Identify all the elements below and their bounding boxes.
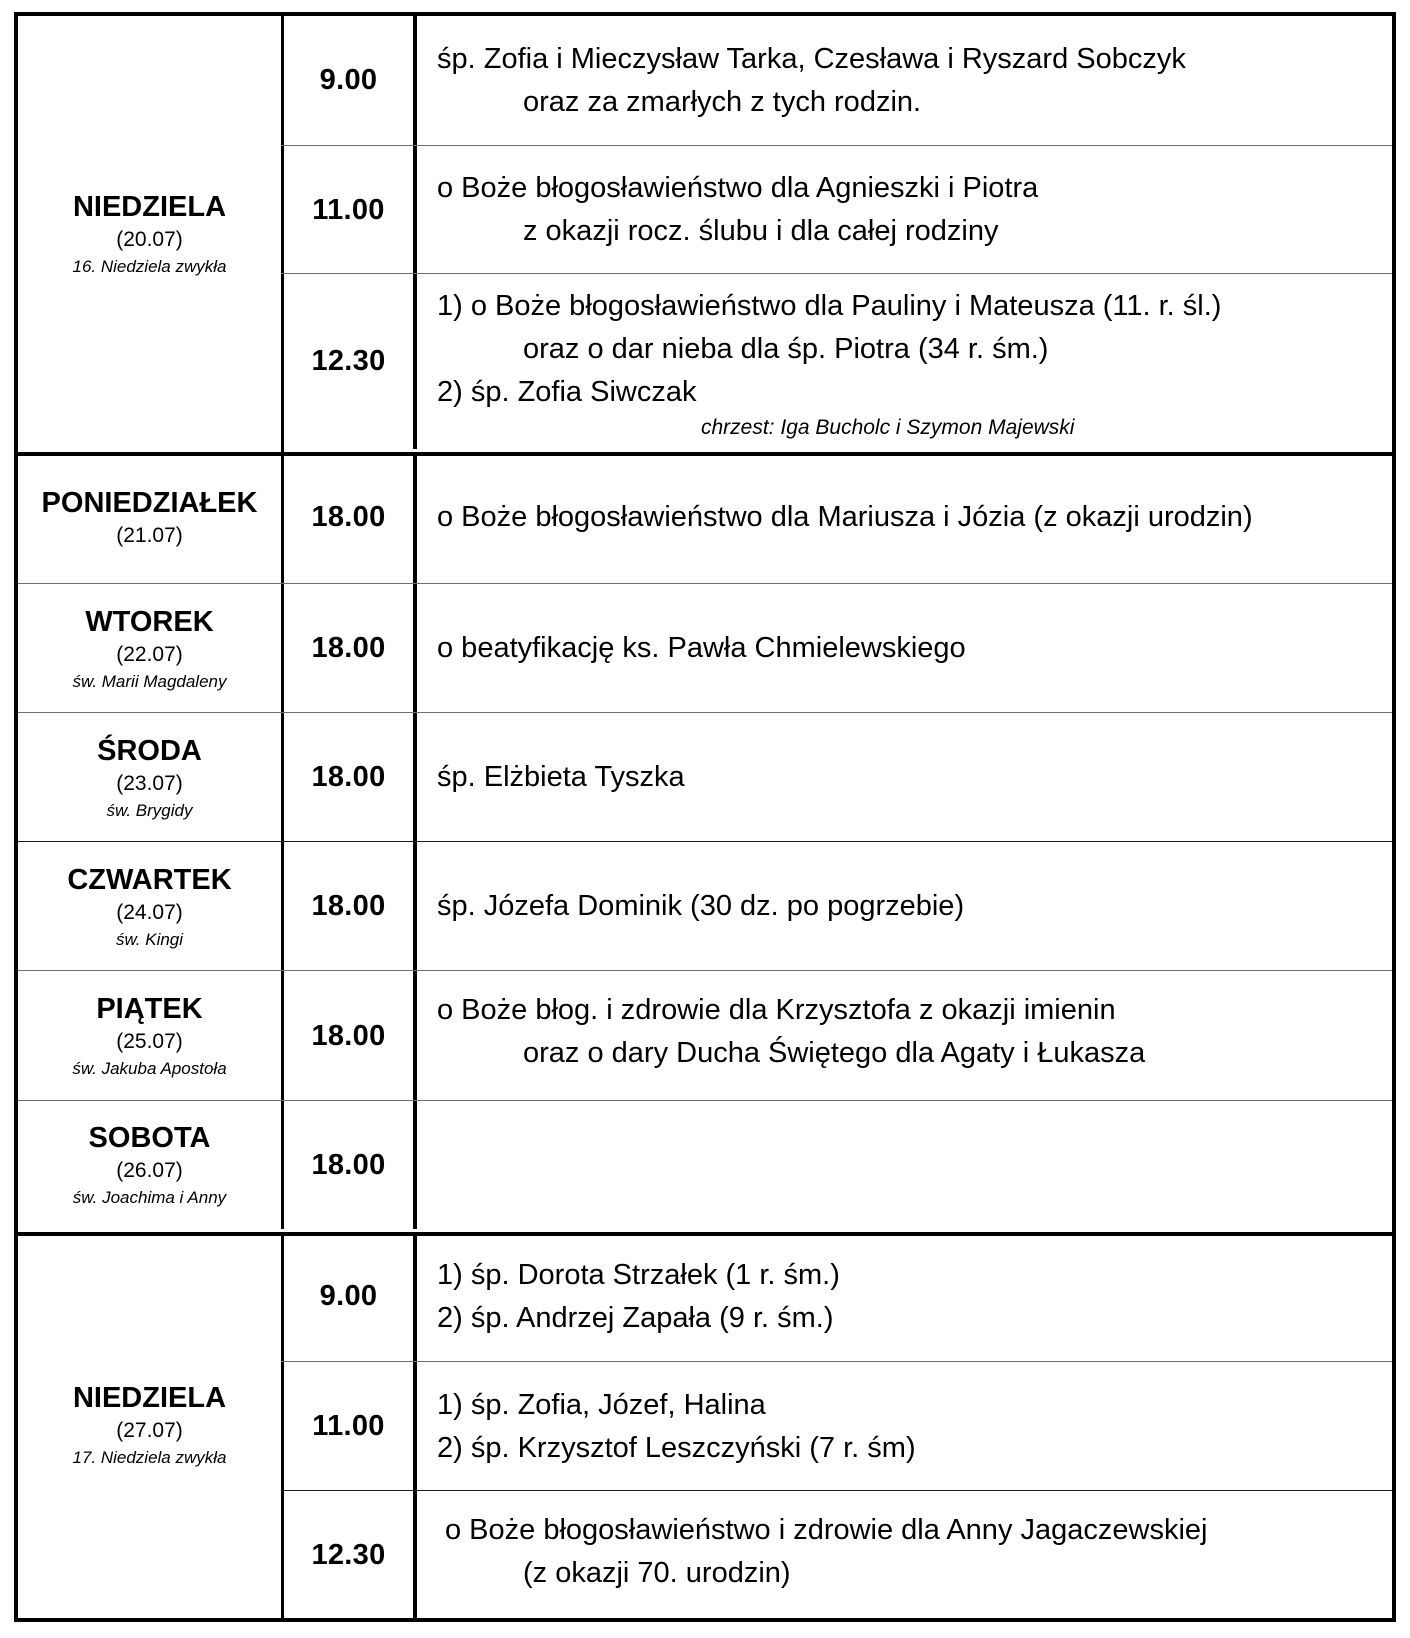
weekday-row-friday xyxy=(18,970,1392,1101)
day-date: (24.07) xyxy=(116,900,183,924)
sunday-20-group xyxy=(18,16,1392,456)
day-date: (26.07) xyxy=(116,1159,183,1182)
sunday-27-group xyxy=(18,1232,1392,1618)
mass-intentions-table xyxy=(14,12,1396,1622)
intention-line: 1) o Boże błogosławieństwo dla Pauliny i Mateusza (11. r. śl.) xyxy=(437,290,1222,322)
intention-line: oraz o dar nieba dla śp. Piotra (34 r. śm.) xyxy=(523,333,1049,365)
intention-line: o Boże błogosławieństwo i zdrowie dla Anny Jagaczewskiej xyxy=(445,1514,1208,1546)
day-cell xyxy=(18,584,284,713)
day-name: ŚRODA xyxy=(97,734,202,767)
day-cell-sunday-20 xyxy=(18,16,284,452)
intention-line: 2) śp. Krzysztof Leszczyński (7 r. śm) xyxy=(437,1431,916,1464)
day-feast: 16. Niedziela zwykła xyxy=(72,257,227,276)
day-name: PIĄTEK xyxy=(96,993,203,1025)
intention-line: (z okazji 70. urodzin) xyxy=(523,1557,791,1589)
day-date: (23.07) xyxy=(116,771,183,795)
day-cell xyxy=(18,713,284,842)
mass-intention xyxy=(417,1491,1392,1619)
day-cell-sunday-27 xyxy=(18,1232,284,1618)
day-feast: św. Marii Magdaleny xyxy=(72,671,227,691)
day-cell xyxy=(18,842,284,971)
weekdays-group xyxy=(18,452,1392,1236)
day-feast: św. Jakuba Apostoła xyxy=(72,1059,227,1078)
day-name: CZWARTEK xyxy=(67,863,232,896)
mass-time: 11.00 xyxy=(284,1362,417,1491)
day-cell xyxy=(18,971,284,1101)
mass-time: 11.00 xyxy=(284,146,417,274)
day-name: NIEDZIELA xyxy=(72,1382,227,1414)
intention-line: śp. Elżbieta Tyszka xyxy=(437,761,685,793)
mass-row xyxy=(281,1361,1392,1491)
intention-line: śp. Zofia i Mieczysław Tarka, Czesława i Ryszard Sobczyk xyxy=(437,42,1186,75)
intention-line: oraz o dary Ducha Świętego dla Agaty i Łukasza xyxy=(523,1037,1146,1069)
mass-time: 12.30 xyxy=(284,1491,417,1619)
day-feast: św. Kingi xyxy=(115,929,184,949)
mass-row xyxy=(281,16,1392,145)
mass-intention xyxy=(417,971,1392,1101)
baptism-note: chrzest: Iga Bucholc i Szymon Majewski xyxy=(701,416,1075,439)
mass-time: 12.30 xyxy=(284,274,417,449)
day-feast: św. Joachima i Anny xyxy=(72,1188,227,1207)
mass-intention xyxy=(417,584,1392,713)
intention-line: o Boże błogosławieństwo dla Mariusza i Józia (z okazji urodzin) xyxy=(437,501,1253,533)
day-date: (27.07) xyxy=(116,1419,183,1442)
mass-row xyxy=(281,145,1392,274)
mass-intention xyxy=(417,274,1392,449)
intention-line: o Boże błog. i zdrowie dla Krzysztofa z okazji imienin xyxy=(437,994,1116,1026)
mass-row xyxy=(281,1232,1392,1361)
intention-line: o beatyfikację ks. Pawła Chmielewskiego xyxy=(437,632,966,664)
day-date: (20.07) xyxy=(116,228,183,251)
mass-time: 18.00 xyxy=(284,452,417,583)
day-date: (22.07) xyxy=(116,642,183,666)
mass-time: 18.00 xyxy=(284,971,417,1101)
day-date: (21.07) xyxy=(116,523,183,547)
weekday-row-wednesday xyxy=(18,712,1392,842)
intention-line: o Boże błogosławieństwo dla Agnieszki i Piotra xyxy=(437,172,1039,204)
mass-intention-empty xyxy=(417,1101,1392,1229)
day-name: PONIEDZIAŁEK xyxy=(41,486,258,519)
mass-intention xyxy=(417,1232,1392,1361)
weekday-row-tuesday xyxy=(18,583,1392,713)
day-feast: św. Brygidy xyxy=(106,800,193,820)
intention-line: oraz za zmarłych z tych rodzin. xyxy=(523,85,922,118)
mass-intention xyxy=(417,146,1392,274)
intention-line: śp. Józefa Dominik (30 dz. po pogrzebie) xyxy=(437,890,965,922)
intention-line: 1) śp. Dorota Strzałek (1 r. śm.) xyxy=(437,1258,840,1291)
weekday-row-saturday xyxy=(18,1100,1392,1229)
day-name: SOBOTA xyxy=(88,1122,211,1154)
day-date: (25.07) xyxy=(116,1030,183,1053)
mass-intention xyxy=(417,842,1392,971)
mass-time: 18.00 xyxy=(284,842,417,971)
day-name: WTOREK xyxy=(85,605,214,638)
mass-time: 18.00 xyxy=(284,1101,417,1229)
weekday-row-thursday xyxy=(18,841,1392,971)
mass-time: 9.00 xyxy=(284,1232,417,1361)
intention-line: 1) śp. Zofia, Józef, Halina xyxy=(437,1388,766,1421)
mass-time: 18.00 xyxy=(284,713,417,842)
intention-line: z okazji rocz. ślubu i dla całej rodziny xyxy=(523,215,999,247)
mass-intention xyxy=(417,452,1392,583)
intention-line: 2) śp. Zofia Siwczak xyxy=(437,376,697,408)
mass-row xyxy=(281,1490,1392,1619)
day-name: NIEDZIELA xyxy=(72,191,227,223)
day-cell xyxy=(18,452,284,583)
day-feast: 17. Niedziela zwykła xyxy=(72,1448,227,1467)
weekday-row-monday xyxy=(18,452,1392,583)
mass-intention xyxy=(417,713,1392,842)
mass-intention xyxy=(417,1362,1392,1491)
mass-time: 9.00 xyxy=(284,16,417,145)
mass-intention xyxy=(417,16,1392,145)
mass-time: 18.00 xyxy=(284,584,417,713)
intention-line: 2) śp. Andrzej Zapała (9 r. śm.) xyxy=(437,1301,834,1334)
mass-row xyxy=(281,273,1392,449)
day-cell xyxy=(18,1101,284,1229)
